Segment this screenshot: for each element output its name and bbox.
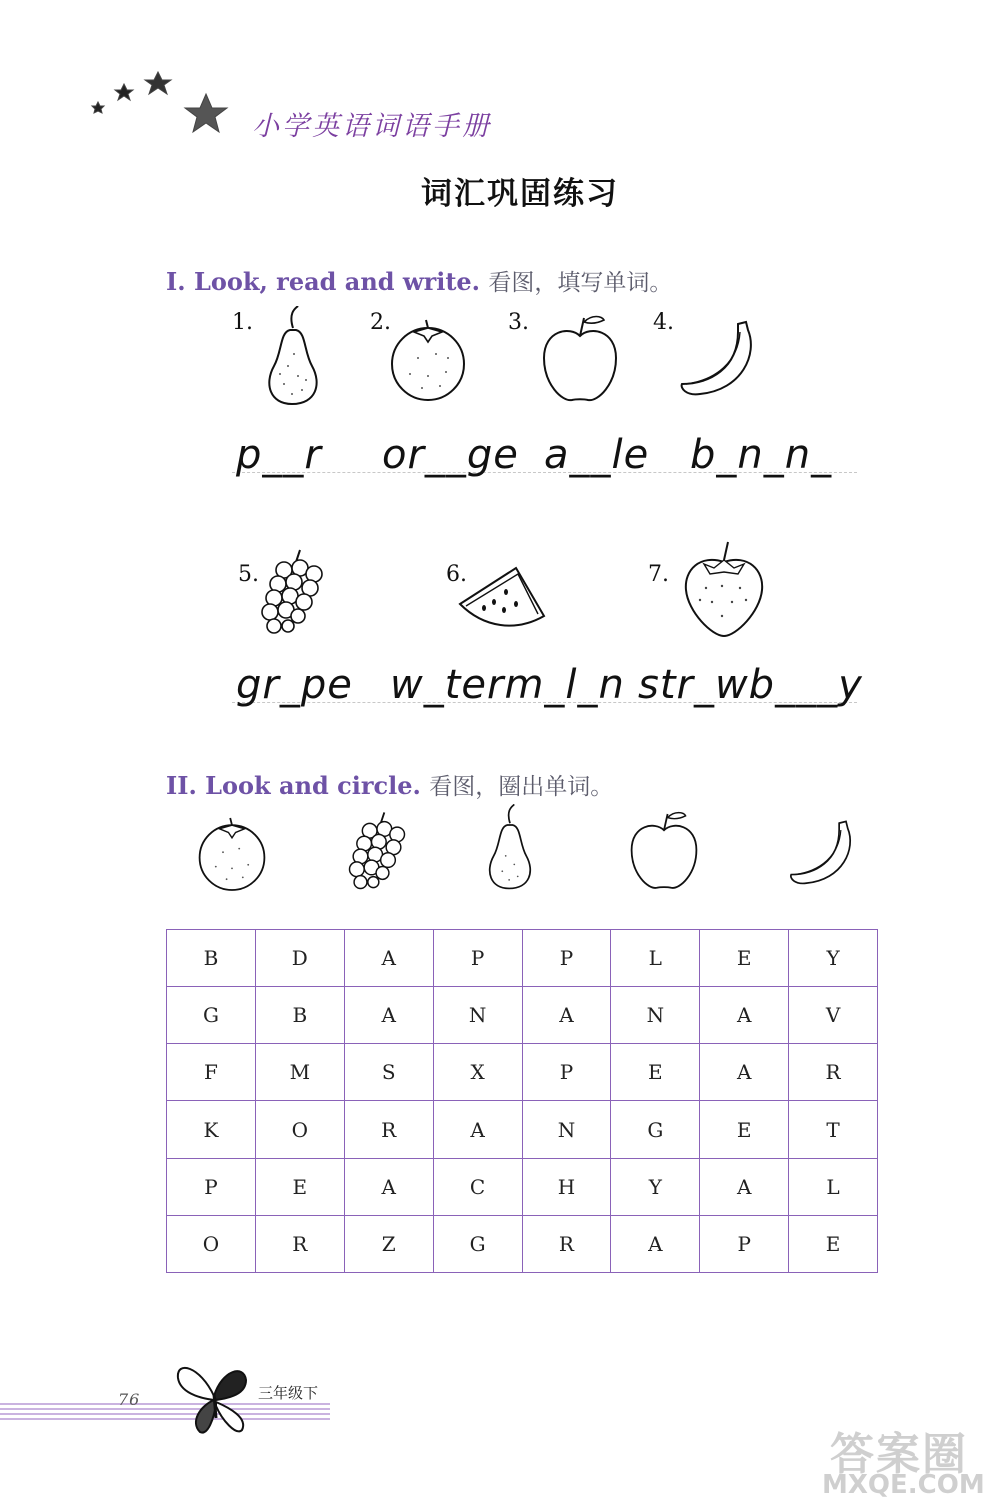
grid-cell[interactable]: T bbox=[789, 1101, 878, 1158]
grid-cell[interactable]: B bbox=[255, 987, 344, 1044]
grid-row bbox=[167, 1158, 878, 1215]
grid-row bbox=[167, 1215, 878, 1272]
item-number: 4. bbox=[653, 310, 674, 335]
page-title: 词汇巩固练习 bbox=[421, 176, 619, 212]
grid-row bbox=[167, 1044, 878, 1101]
strawberry-icon bbox=[682, 540, 766, 640]
grid-cell[interactable]: B bbox=[167, 930, 256, 987]
grid-cell[interactable]: O bbox=[255, 1101, 344, 1158]
watermark-url: MXQE.COM bbox=[822, 1470, 985, 1500]
grid-cell[interactable]: A bbox=[700, 1044, 789, 1101]
grid-cell[interactable]: N bbox=[611, 987, 700, 1044]
apple-icon bbox=[540, 312, 620, 404]
item-number: 2. bbox=[370, 310, 391, 335]
grid-cell[interactable]: G bbox=[611, 1101, 700, 1158]
grid-cell[interactable]: R bbox=[255, 1215, 344, 1272]
grid-cell[interactable]: G bbox=[167, 987, 256, 1044]
grid-cell[interactable]: E bbox=[700, 930, 789, 987]
grid-cell[interactable]: L bbox=[611, 930, 700, 987]
item-number: 1. bbox=[232, 310, 253, 335]
grid-cell[interactable]: E bbox=[611, 1044, 700, 1101]
grid-cell[interactable]: P bbox=[433, 930, 522, 987]
grid-cell[interactable]: O bbox=[167, 1215, 256, 1272]
fill-word: b_n_n_ bbox=[690, 432, 833, 478]
grid-cell[interactable]: P bbox=[522, 930, 611, 987]
grid-cell[interactable]: L bbox=[789, 1158, 878, 1215]
orange-icon bbox=[196, 816, 268, 892]
grid-cell[interactable]: P bbox=[167, 1158, 256, 1215]
grid-cell[interactable]: X bbox=[433, 1044, 522, 1101]
book-title: 小学英语词语手册 bbox=[252, 111, 492, 142]
orange-icon bbox=[388, 318, 468, 402]
grid-cell[interactable]: P bbox=[700, 1215, 789, 1272]
grid-cell[interactable]: P bbox=[522, 1044, 611, 1101]
watermark-text: 答案圈 bbox=[830, 1429, 968, 1480]
item-number: 7. bbox=[648, 562, 669, 587]
grid-cell[interactable]: Z bbox=[344, 1215, 433, 1272]
grid-row bbox=[167, 930, 878, 987]
stars-decoration-icon bbox=[88, 66, 238, 146]
grid-row bbox=[167, 987, 878, 1044]
grid-cell[interactable]: A bbox=[344, 987, 433, 1044]
grid-cell[interactable]: N bbox=[522, 1101, 611, 1158]
banana-icon bbox=[786, 818, 858, 890]
grid-cell[interactable]: M bbox=[255, 1044, 344, 1101]
grid-cell[interactable]: A bbox=[700, 1158, 789, 1215]
grid-cell[interactable]: Y bbox=[789, 930, 878, 987]
grid-cell[interactable]: E bbox=[789, 1215, 878, 1272]
fill-word: p__r bbox=[236, 432, 322, 478]
fill-word: or__ge bbox=[382, 432, 519, 478]
butterfly-icon bbox=[170, 1356, 260, 1440]
grid-cell[interactable]: V bbox=[789, 987, 878, 1044]
section-2-heading-en: II. Look and circle. bbox=[166, 771, 421, 800]
section-2-heading bbox=[166, 768, 613, 801]
grid-cell[interactable]: F bbox=[167, 1044, 256, 1101]
item-number: 6. bbox=[446, 562, 467, 587]
grid-row bbox=[167, 1101, 878, 1158]
grid-cell[interactable]: R bbox=[522, 1215, 611, 1272]
grade-label: 三年级下 bbox=[258, 1384, 319, 1402]
word-search-grid bbox=[166, 929, 878, 1273]
grid-cell[interactable]: S bbox=[344, 1044, 433, 1101]
pear-icon bbox=[480, 804, 540, 894]
fill-word: w_term_l_n bbox=[390, 662, 625, 708]
grid-cell[interactable]: C bbox=[433, 1158, 522, 1215]
grid-cell[interactable]: K bbox=[167, 1101, 256, 1158]
grid-cell[interactable]: A bbox=[700, 987, 789, 1044]
watermelon-icon bbox=[456, 566, 546, 630]
grid-cell[interactable]: N bbox=[433, 987, 522, 1044]
grid-cell[interactable]: E bbox=[255, 1158, 344, 1215]
fill-word: gr_pe bbox=[236, 662, 353, 708]
grid-cell[interactable]: Y bbox=[611, 1158, 700, 1215]
apple-icon bbox=[628, 808, 700, 892]
item-number: 5. bbox=[238, 562, 259, 587]
grid-cell[interactable]: R bbox=[344, 1101, 433, 1158]
grapes-icon bbox=[344, 808, 410, 892]
item-number: 3. bbox=[508, 310, 529, 335]
section-1-heading-cn: 看图，填写单词。 bbox=[488, 270, 673, 296]
banana-icon bbox=[676, 318, 760, 402]
section-1-heading bbox=[166, 264, 672, 297]
grid-cell[interactable]: A bbox=[522, 987, 611, 1044]
section-2-heading-cn: 看图，圈出单词。 bbox=[429, 774, 614, 800]
grid-cell[interactable]: A bbox=[344, 1158, 433, 1215]
section-1-heading-en: I. Look, read and write. bbox=[166, 267, 481, 296]
grid-cell[interactable]: A bbox=[433, 1101, 522, 1158]
fill-word: a__le bbox=[544, 432, 650, 478]
grapes-icon bbox=[256, 546, 328, 636]
grid-cell[interactable]: D bbox=[255, 930, 344, 987]
page-number: 76 bbox=[118, 1390, 141, 1409]
grid-cell[interactable]: A bbox=[611, 1215, 700, 1272]
grid-cell[interactable]: A bbox=[344, 930, 433, 987]
grid-cell[interactable]: E bbox=[700, 1101, 789, 1158]
grid-cell[interactable]: R bbox=[789, 1044, 878, 1101]
fill-word: str_wb___y bbox=[638, 662, 863, 708]
grid-cell[interactable]: G bbox=[433, 1215, 522, 1272]
grid-cell[interactable]: H bbox=[522, 1158, 611, 1215]
pear-icon bbox=[258, 306, 328, 410]
